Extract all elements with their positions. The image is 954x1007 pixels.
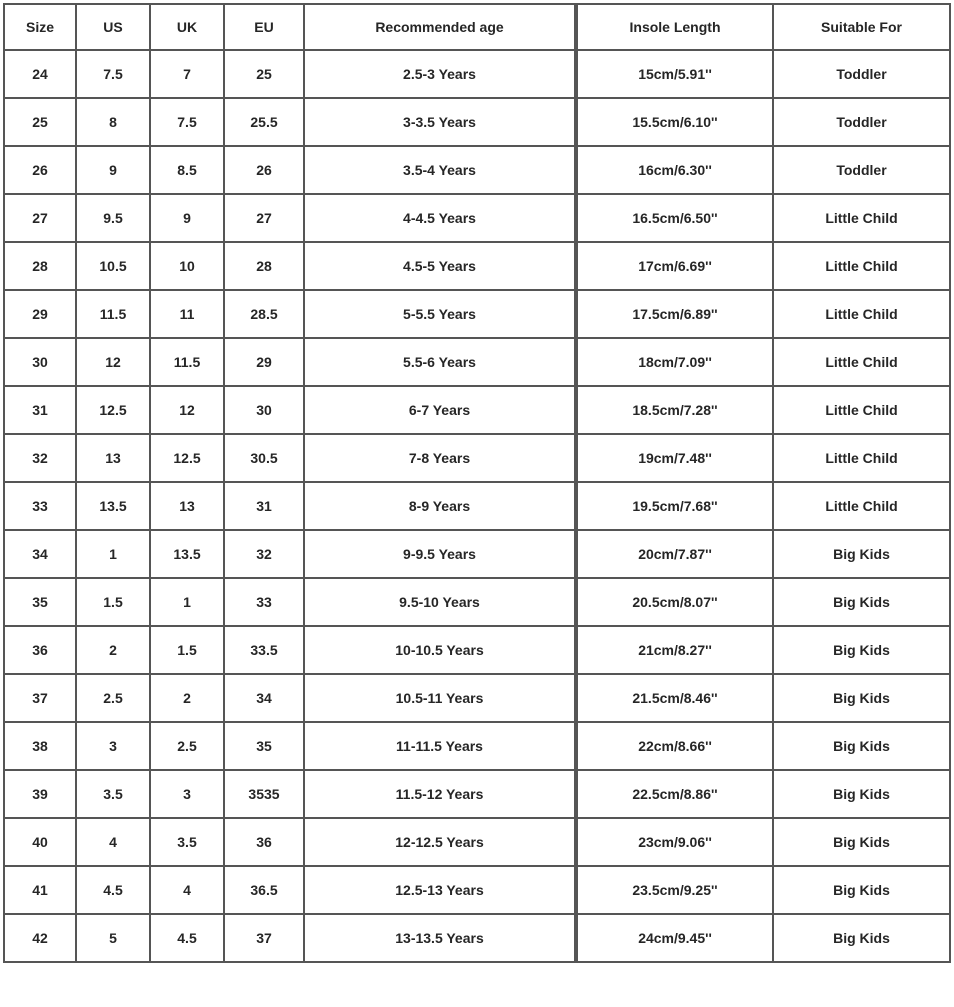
cell-suitable-for: Little Child <box>774 387 951 435</box>
cell-insole-length: 21cm/8.27'' <box>576 627 774 675</box>
cell-eu: 31 <box>225 483 305 531</box>
cell-size: 37 <box>3 675 77 723</box>
table-row <box>3 435 951 483</box>
cell-recommended-age: 4-4.5 Years <box>305 195 576 243</box>
cell-us: 13.5 <box>77 483 151 531</box>
cell-insole-length: 17.5cm/6.89'' <box>576 291 774 339</box>
cell-us: 12.5 <box>77 387 151 435</box>
table-row <box>3 867 951 915</box>
cell-size: 28 <box>3 243 77 291</box>
cell-eu: 28.5 <box>225 291 305 339</box>
cell-recommended-age: 9-9.5 Years <box>305 531 576 579</box>
cell-size: 30 <box>3 339 77 387</box>
table-row <box>3 291 951 339</box>
cell-insole-length: 15.5cm/6.10'' <box>576 99 774 147</box>
cell-recommended-age: 13-13.5 Years <box>305 915 576 963</box>
cell-us: 1.5 <box>77 579 151 627</box>
cell-suitable-for: Toddler <box>774 99 951 147</box>
cell-suitable-for: Big Kids <box>774 771 951 819</box>
cell-uk: 2 <box>151 675 225 723</box>
header-recommended-age: Recommended age <box>305 3 576 51</box>
cell-insole-length: 15cm/5.91'' <box>576 51 774 99</box>
table-row <box>3 627 951 675</box>
cell-uk: 11 <box>151 291 225 339</box>
cell-recommended-age: 5.5-6 Years <box>305 339 576 387</box>
cell-size: 29 <box>3 291 77 339</box>
cell-eu: 36 <box>225 819 305 867</box>
header-uk: UK <box>151 3 225 51</box>
cell-uk: 1 <box>151 579 225 627</box>
cell-size: 27 <box>3 195 77 243</box>
cell-insole-length: 16.5cm/6.50'' <box>576 195 774 243</box>
cell-us: 11.5 <box>77 291 151 339</box>
cell-us: 2.5 <box>77 675 151 723</box>
table-row <box>3 147 951 195</box>
table-row <box>3 51 951 99</box>
cell-size: 38 <box>3 723 77 771</box>
size-chart-header <box>3 3 951 51</box>
table-row <box>3 195 951 243</box>
cell-insole-length: 19.5cm/7.68'' <box>576 483 774 531</box>
cell-us: 3 <box>77 723 151 771</box>
cell-uk: 7 <box>151 51 225 99</box>
cell-insole-length: 23.5cm/9.25'' <box>576 867 774 915</box>
cell-recommended-age: 10-10.5 Years <box>305 627 576 675</box>
cell-insole-length: 22.5cm/8.86'' <box>576 771 774 819</box>
cell-recommended-age: 2.5-3 Years <box>305 51 576 99</box>
cell-us: 7.5 <box>77 51 151 99</box>
table-row <box>3 387 951 435</box>
cell-us: 4 <box>77 819 151 867</box>
cell-eu: 3535 <box>225 771 305 819</box>
table-row <box>3 723 951 771</box>
table-row <box>3 915 951 963</box>
cell-uk: 12 <box>151 387 225 435</box>
cell-recommended-age: 12-12.5 Years <box>305 819 576 867</box>
cell-uk: 11.5 <box>151 339 225 387</box>
cell-recommended-age: 3-3.5 Years <box>305 99 576 147</box>
cell-insole-length: 20cm/7.87'' <box>576 531 774 579</box>
cell-us: 13 <box>77 435 151 483</box>
table-row <box>3 771 951 819</box>
cell-eu: 33.5 <box>225 627 305 675</box>
cell-uk: 9 <box>151 195 225 243</box>
cell-suitable-for: Big Kids <box>774 579 951 627</box>
cell-eu: 25.5 <box>225 99 305 147</box>
cell-size: 36 <box>3 627 77 675</box>
cell-size: 24 <box>3 51 77 99</box>
cell-size: 34 <box>3 531 77 579</box>
cell-recommended-age: 5-5.5 Years <box>305 291 576 339</box>
header-insole-length: Insole Length <box>576 3 774 51</box>
cell-suitable-for: Little Child <box>774 243 951 291</box>
cell-suitable-for: Big Kids <box>774 723 951 771</box>
cell-suitable-for: Little Child <box>774 291 951 339</box>
cell-insole-length: 16cm/6.30'' <box>576 147 774 195</box>
cell-uk: 4.5 <box>151 915 225 963</box>
cell-recommended-age: 9.5-10 Years <box>305 579 576 627</box>
header-suitable-for: Suitable For <box>774 3 951 51</box>
cell-eu: 35 <box>225 723 305 771</box>
cell-insole-length: 18.5cm/7.28'' <box>576 387 774 435</box>
cell-eu: 28 <box>225 243 305 291</box>
table-row <box>3 531 951 579</box>
cell-eu: 36.5 <box>225 867 305 915</box>
cell-eu: 33 <box>225 579 305 627</box>
table-row <box>3 819 951 867</box>
cell-us: 1 <box>77 531 151 579</box>
cell-suitable-for: Toddler <box>774 147 951 195</box>
cell-size: 41 <box>3 867 77 915</box>
cell-uk: 4 <box>151 867 225 915</box>
table-row <box>3 339 951 387</box>
cell-eu: 34 <box>225 675 305 723</box>
cell-recommended-age: 11.5-12 Years <box>305 771 576 819</box>
header-eu: EU <box>225 3 305 51</box>
cell-us: 10.5 <box>77 243 151 291</box>
cell-suitable-for: Little Child <box>774 435 951 483</box>
cell-recommended-age: 3.5-4 Years <box>305 147 576 195</box>
cell-eu: 30.5 <box>225 435 305 483</box>
table-row <box>3 675 951 723</box>
table-row <box>3 243 951 291</box>
cell-suitable-for: Little Child <box>774 195 951 243</box>
cell-eu: 26 <box>225 147 305 195</box>
cell-size: 39 <box>3 771 77 819</box>
cell-suitable-for: Big Kids <box>774 867 951 915</box>
cell-recommended-age: 12.5-13 Years <box>305 867 576 915</box>
cell-size: 25 <box>3 99 77 147</box>
cell-uk: 8.5 <box>151 147 225 195</box>
cell-recommended-age: 7-8 Years <box>305 435 576 483</box>
cell-insole-length: 17cm/6.69'' <box>576 243 774 291</box>
cell-insole-length: 24cm/9.45'' <box>576 915 774 963</box>
cell-insole-length: 21.5cm/8.46'' <box>576 675 774 723</box>
cell-uk: 12.5 <box>151 435 225 483</box>
cell-suitable-for: Toddler <box>774 51 951 99</box>
cell-us: 8 <box>77 99 151 147</box>
cell-us: 2 <box>77 627 151 675</box>
cell-recommended-age: 4.5-5 Years <box>305 243 576 291</box>
table-row <box>3 99 951 147</box>
cell-insole-length: 22cm/8.66'' <box>576 723 774 771</box>
cell-eu: 32 <box>225 531 305 579</box>
cell-suitable-for: Big Kids <box>774 915 951 963</box>
cell-eu: 29 <box>225 339 305 387</box>
cell-uk: 3.5 <box>151 819 225 867</box>
cell-us: 5 <box>77 915 151 963</box>
cell-insole-length: 23cm/9.06'' <box>576 819 774 867</box>
cell-recommended-age: 11-11.5 Years <box>305 723 576 771</box>
cell-uk: 3 <box>151 771 225 819</box>
cell-us: 9 <box>77 147 151 195</box>
cell-size: 26 <box>3 147 77 195</box>
cell-suitable-for: Little Child <box>774 483 951 531</box>
header-size: Size <box>3 3 77 51</box>
cell-eu: 30 <box>225 387 305 435</box>
cell-eu: 27 <box>225 195 305 243</box>
cell-eu: 25 <box>225 51 305 99</box>
cell-uk: 13 <box>151 483 225 531</box>
cell-recommended-age: 10.5-11 Years <box>305 675 576 723</box>
table-row <box>3 579 951 627</box>
size-chart-body <box>3 51 951 963</box>
cell-suitable-for: Big Kids <box>774 531 951 579</box>
cell-uk: 1.5 <box>151 627 225 675</box>
cell-us: 12 <box>77 339 151 387</box>
header-us: US <box>77 3 151 51</box>
cell-size: 33 <box>3 483 77 531</box>
header-row <box>3 3 951 51</box>
cell-insole-length: 19cm/7.48'' <box>576 435 774 483</box>
table-row <box>3 483 951 531</box>
cell-size: 32 <box>3 435 77 483</box>
cell-us: 4.5 <box>77 867 151 915</box>
cell-insole-length: 20.5cm/8.07'' <box>576 579 774 627</box>
size-chart-table <box>3 3 951 963</box>
cell-suitable-for: Little Child <box>774 339 951 387</box>
cell-uk: 10 <box>151 243 225 291</box>
cell-suitable-for: Big Kids <box>774 627 951 675</box>
cell-size: 31 <box>3 387 77 435</box>
cell-us: 9.5 <box>77 195 151 243</box>
cell-suitable-for: Big Kids <box>774 675 951 723</box>
cell-us: 3.5 <box>77 771 151 819</box>
cell-uk: 13.5 <box>151 531 225 579</box>
cell-recommended-age: 8-9 Years <box>305 483 576 531</box>
cell-eu: 37 <box>225 915 305 963</box>
cell-uk: 2.5 <box>151 723 225 771</box>
cell-uk: 7.5 <box>151 99 225 147</box>
cell-size: 35 <box>3 579 77 627</box>
cell-recommended-age: 6-7 Years <box>305 387 576 435</box>
cell-size: 42 <box>3 915 77 963</box>
cell-suitable-for: Big Kids <box>774 819 951 867</box>
cell-size: 40 <box>3 819 77 867</box>
cell-insole-length: 18cm/7.09'' <box>576 339 774 387</box>
